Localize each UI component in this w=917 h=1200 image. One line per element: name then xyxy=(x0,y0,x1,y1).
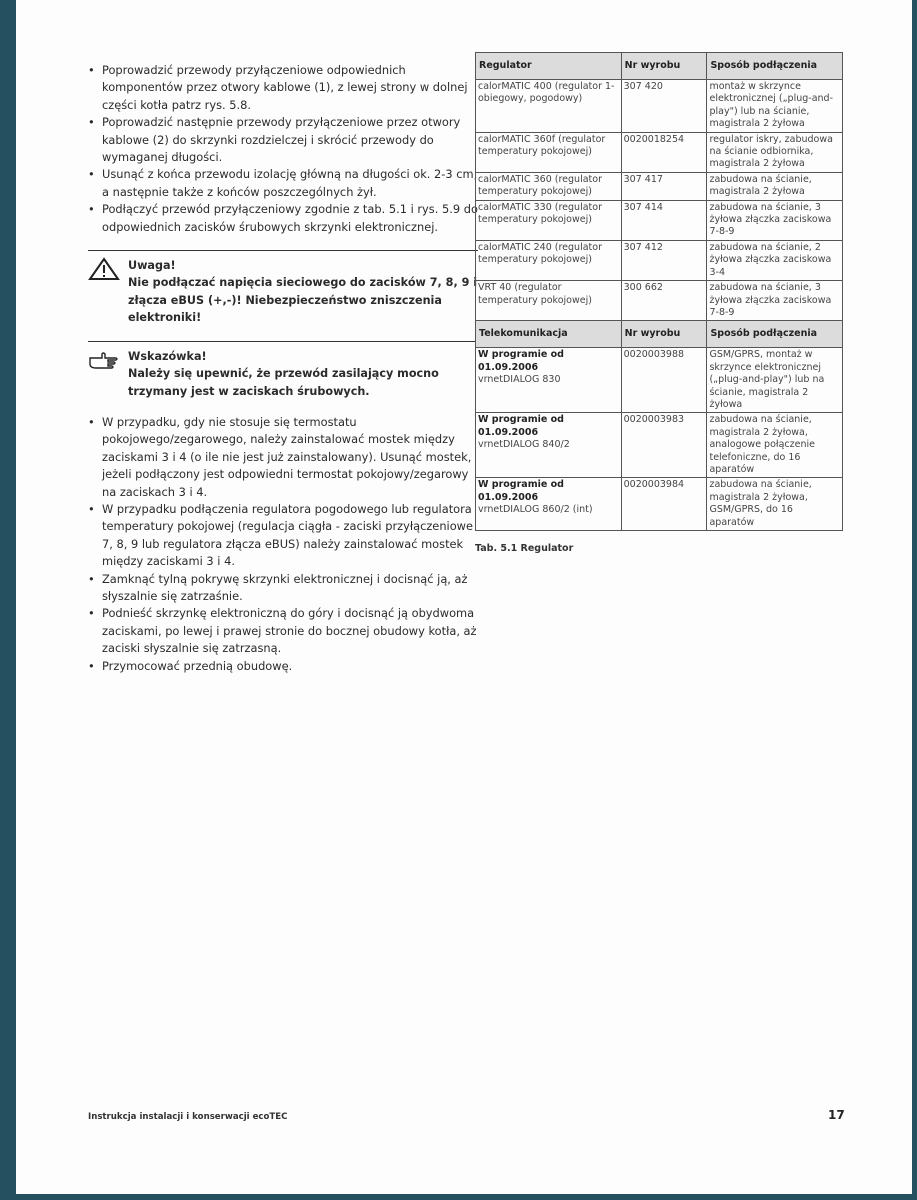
table-row xyxy=(476,240,843,280)
product-name: vrnetDIALOG 840/2 xyxy=(478,439,570,451)
warning-triangle-icon xyxy=(88,257,120,281)
list-item: • W przypadku podłączenia regulatora pogodowego lub regulatora temperatury pokojowej (regulacja ciągła - zaciski przyłączeniowe 7, 8, 9 lub regulatora złącza eBUS) należy zainstalować mostek między zaciskami 3 i 4. xyxy=(88,501,478,571)
table-cell: calorMATIC 360f (regulator temperatury pokojowej) xyxy=(476,132,622,172)
hint-title: Wskazówka! xyxy=(128,349,207,363)
table-row xyxy=(476,80,843,133)
table-cell: regulator iskry, zabudowa na ścianie odbiornika, magistrala 2 żyłowa xyxy=(707,132,843,172)
table-row xyxy=(476,281,843,321)
table-cell: 307 420 xyxy=(621,80,707,133)
table-caption: Tab. 5.1 Regulator xyxy=(475,543,574,554)
table-cell: zabudowa na ścianie, 3 żyłowa złączka zaciskowa 7-8-9 xyxy=(707,281,843,321)
table-row xyxy=(476,348,843,413)
program-date-label: W programie od 01.09.2006 xyxy=(478,349,564,373)
list-item: • Poprowadzić przewody przyłączeniowe odpowiednich komponentów przez otwory kablowe (1), z lewej strony w dolnej części kotła patrz rys. 5.8. xyxy=(88,62,478,114)
pointing-hand-icon xyxy=(88,348,120,372)
table-cell xyxy=(476,413,622,478)
list-item: • W przypadku, gdy nie stosuje się termostatu pokojowego/zegarowego, należy zainstalować mostek między zaciskami 3 i 4 (o ile nie jest już zainstalowany). Usunąć mostek, jeżeli podłączony jest odpowiedni termostat pokojowy/zegarowy na zaciskach 3 i 4. xyxy=(88,414,478,501)
table-row xyxy=(476,172,843,200)
left-column xyxy=(88,62,478,675)
hint-box xyxy=(88,341,478,400)
column-header: Nr wyrobu xyxy=(621,53,707,80)
table-row xyxy=(476,200,843,240)
table-cell: 307 412 xyxy=(621,240,707,280)
table-cell: 307 414 xyxy=(621,200,707,240)
product-name: vrnetDIALOG 860/2 (int) xyxy=(478,504,593,516)
regulator-table xyxy=(475,52,843,531)
table-cell: VRT 40 (regulator temperatury pokojowej) xyxy=(476,281,622,321)
table-row xyxy=(476,132,843,172)
program-date-label: W programie od 01.09.2006 xyxy=(478,414,564,438)
document-page xyxy=(16,0,912,1194)
table-cell: zabudowa na ścianie, 3 żyłowa złączka zaciskowa 7-8-9 xyxy=(707,200,843,240)
table-cell: 307 417 xyxy=(621,172,707,200)
table-cell xyxy=(476,348,622,413)
table-header-row xyxy=(476,53,843,80)
column-header: Telekomunikacja xyxy=(476,321,622,348)
instruction-list-bottom xyxy=(88,414,478,675)
table-cell: calorMATIC 240 (regulator temperatury pokojowej) xyxy=(476,240,622,280)
page-number: 17 xyxy=(828,1108,845,1122)
table-row xyxy=(476,478,843,531)
warning-box xyxy=(88,250,478,327)
table-cell: zabudowa na ścianie, magistrala 2 żyłowa, analogowe połączenie telefoniczne, do 16 aparatów xyxy=(707,413,843,478)
warning-title: Uwaga! xyxy=(128,259,176,273)
table-cell: calorMATIC 330 (regulator temperatury pokojowej) xyxy=(476,200,622,240)
table-cell: calorMATIC 360 (regulator temperatury pokojowej) xyxy=(476,172,622,200)
instruction-list-top xyxy=(88,62,478,236)
table-cell: zabudowa na ścianie, magistrala 2 żyłowa, GSM/GPRS, do 16 aparatów xyxy=(707,478,843,531)
program-date-label: W programie od 01.09.2006 xyxy=(478,479,564,503)
table-cell: zabudowa na ścianie, 2 żyłowa złączka zaciskowa 3-4 xyxy=(707,240,843,280)
table-cell: 0020018254 xyxy=(621,132,707,172)
warning-text: Nie podłączać napięcia sieciowego do zacisków 7, 8, 9 i złącza eBUS (+,-)! Niebezpieczeństwo zniszczenia elektroniki! xyxy=(128,276,478,325)
footer-title: Instrukcja instalacji i konserwacji ecoTEC xyxy=(88,1112,288,1122)
right-column xyxy=(475,52,843,554)
table-cell: zabudowa na ścianie, magistrala 2 żyłowa xyxy=(707,172,843,200)
list-item: • Zamknąć tylną pokrywę skrzynki elektronicznej i docisnąć ją, aż słyszalnie się zatrzaśnie. xyxy=(88,571,478,606)
table-cell xyxy=(476,478,622,531)
table-cell: 0020003988 xyxy=(621,348,707,413)
column-header: Nr wyrobu xyxy=(621,321,707,348)
list-item: • Poprowadzić następnie przewody przyłączeniowe przez otwory kablowe (2) do skrzynki rozdzielczej i skrócić przewody do wymaganej długości. xyxy=(88,114,478,166)
list-item: • Podłączyć przewód przyłączeniowy zgodnie z tab. 5.1 i rys. 5.9 do odpowiednich zacisków śrubowych skrzynki elektronicznej. xyxy=(88,201,478,236)
table-row xyxy=(476,413,843,478)
list-item: • Podnieść skrzynkę elektroniczną do góry i docisnąć ją obydwoma zaciskami, po lewej i prawej stronie do bocznej obudowy kotła, aż zaciski słyszalnie się zatrzasną. xyxy=(88,605,478,657)
table-cell: montaż w skrzynce elektronicznej („plug-and-play") lub na ścianie, magistrala 2 żyłowa xyxy=(707,80,843,133)
table-cell: 0020003984 xyxy=(621,478,707,531)
product-name: vrnetDIALOG 830 xyxy=(478,374,561,386)
column-header: Regulator xyxy=(476,53,622,80)
table-cell: calorMATIC 400 (regulator 1-obiegowy, pogodowy) xyxy=(476,80,622,133)
table-cell: GSM/GPRS, montaż w skrzynce elektronicznej („plug-and-play") lub na ścianie, magistrala 2 żyłowa xyxy=(707,348,843,413)
column-header: Sposób podłączenia xyxy=(707,321,843,348)
hint-text: Należy się upewnić, że przewód zasilający mocno trzymany jest w zaciskach śrubowych. xyxy=(128,367,439,398)
table-cell: 300 662 xyxy=(621,281,707,321)
table-header-row xyxy=(476,321,843,348)
table-cell: 0020003983 xyxy=(621,413,707,478)
list-item: • Przymocować przednią obudowę. xyxy=(88,658,478,675)
column-header: Sposób podłączenia xyxy=(707,53,843,80)
list-item: • Usunąć z końca przewodu izolację główną na długości ok. 2-3 cm, a następnie także z końców poszczególnych żył. xyxy=(88,166,478,201)
